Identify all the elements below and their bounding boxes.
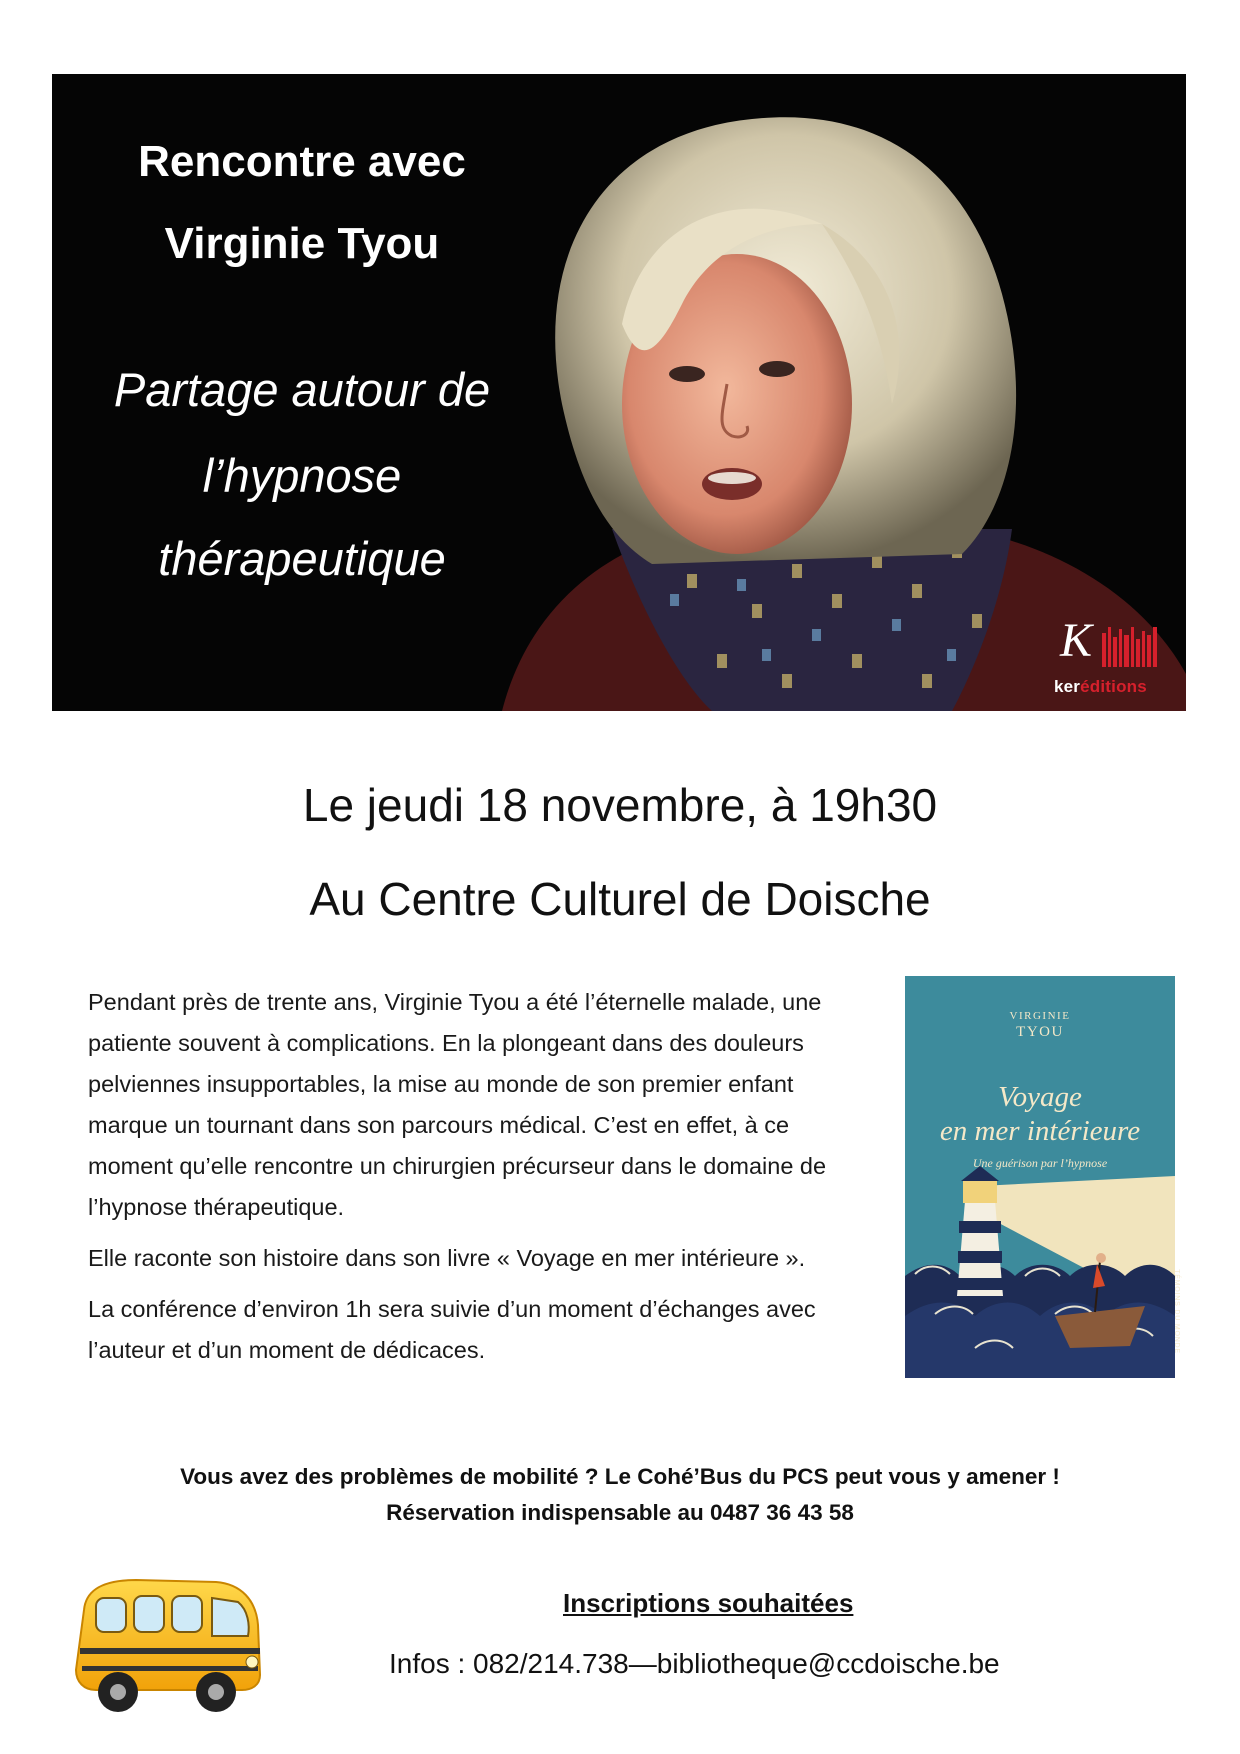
book-author-last: TYOU <box>1016 1024 1064 1040</box>
publisher-logo-word: keréditions <box>1054 677 1147 696</box>
event-banner <box>52 74 1186 711</box>
banner-subtitle-line: thérapeutique <box>158 532 446 585</box>
banner-title: Rencontre avec <box>138 137 466 186</box>
event-description <box>88 982 878 1381</box>
event-date: Le jeudi 18 novembre, à 19h30 <box>302 779 938 831</box>
description-paragraph: Elle raconte son histoire dans son livre « Voyage en mer intérieure ». <box>88 1245 806 1271</box>
description-paragraph: Pendant près de trente ans, Virginie Tyou a été l’éternelle malade, une patiente souvent à complications. En la plongeant dans des douleurs pelviennes insupportables, la mise au monde de son premier enfant marque un tournant dans son parcours médical. C’est en effet, à ce moment qu’elle rencontre un chirurgien précurseur dans le domaine de l’hypnose thérapeutique. <box>88 989 827 1220</box>
book-author-first: VIRGINIE <box>1009 1010 1071 1022</box>
book-cover <box>905 976 1181 1378</box>
book-title-line: Voyage <box>998 1081 1082 1113</box>
description-paragraph: La conférence d’environ 1h sera suivie d’un moment d’échanges avec l’auteur et d’un moment de dédicaces. <box>88 1296 816 1363</box>
publisher-logo-mark: K <box>1060 614 1093 667</box>
book-title-line: en mer intérieure <box>939 1115 1141 1147</box>
event-place: Au Centre Culturel de Doische <box>309 873 931 925</box>
banner-subtitle-line: l’hypnose <box>202 449 402 502</box>
registration-heading: Inscriptions souhaitées <box>563 1588 854 1618</box>
contact-info: Infos : 082/214.738—bibliotheque@ccdoische.be <box>389 1648 1000 1679</box>
barcode-icon <box>1102 627 1158 667</box>
mobility-notice: Vous avez des problèmes de mobilité ? Le Cohé’Bus du PCS peut vous y amener ! <box>180 1464 1060 1489</box>
publisher-logo <box>1052 614 1162 697</box>
banner-subtitle-line: Partage autour de <box>113 363 491 416</box>
book-subtitle: Une guérison par l’hypnose <box>972 1156 1108 1170</box>
book-collection: TÉMOINS DU MONDE <box>1173 1269 1181 1354</box>
school-bus-icon <box>66 1570 266 1720</box>
reservation-notice: Réservation indispensable au 0487 36 43 58 <box>386 1500 854 1525</box>
banner-text <box>52 74 552 711</box>
speaker-name: Virginie Tyou <box>164 219 440 268</box>
